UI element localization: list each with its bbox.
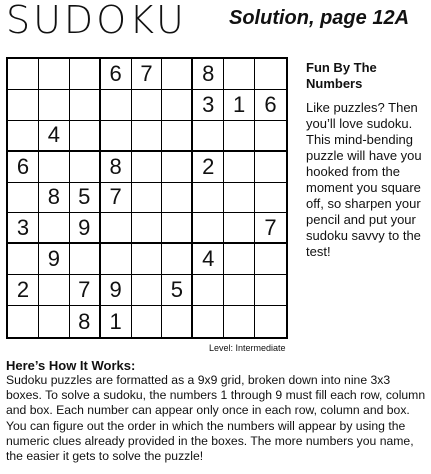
sudoku-cell xyxy=(8,183,39,214)
sudoku-cell: 7 xyxy=(101,183,132,214)
instructions-title: Here’s How It Works: xyxy=(6,358,136,373)
sudoku-cell xyxy=(70,121,101,152)
sudoku-cell: 8 xyxy=(70,306,101,337)
sudoku-cell xyxy=(162,59,193,90)
sudoku-cell xyxy=(39,59,70,90)
sudoku-cell xyxy=(162,121,193,152)
sudoku-cell xyxy=(224,275,255,306)
sudoku-cell xyxy=(132,183,163,214)
difficulty-level: Level: Intermediate xyxy=(209,343,286,353)
sudoku-cell xyxy=(162,244,193,275)
sudoku-cell: 5 xyxy=(162,275,193,306)
puzzle-title: SUDOKU xyxy=(6,0,187,42)
sudoku-cell: 3 xyxy=(193,90,224,121)
sudoku-cell: 8 xyxy=(101,152,132,183)
instructions-text: Sudoku puzzles are formatted as a 9x9 grid, broken down into nine 3x3 boxes. To solve a sudoku, the numbers 1 through 9 must fill each row, column and box. Each number can appear only once in each row, column and box. You can figure out the order in which the numbers will appear by using the numeric clues already provided in the boxes. The more numbers you name, the easier it gets to solve the puzzle! xyxy=(6,373,426,464)
sudoku-cell xyxy=(132,275,163,306)
sudoku-cell xyxy=(132,90,163,121)
sudoku-cell: 1 xyxy=(101,306,132,337)
sudoku-cell xyxy=(8,306,39,337)
sudoku-cell xyxy=(255,59,286,90)
sudoku-cell xyxy=(255,244,286,275)
sudoku-cell xyxy=(101,121,132,152)
sudoku-cell: 8 xyxy=(193,59,224,90)
sudoku-cell: 2 xyxy=(193,152,224,183)
sudoku-cell: 8 xyxy=(39,183,70,214)
sudoku-cell xyxy=(8,244,39,275)
sudoku-cell: 6 xyxy=(8,152,39,183)
sudoku-cell: 2 xyxy=(8,275,39,306)
sudoku-cell xyxy=(193,213,224,244)
sudoku-cell: 7 xyxy=(255,213,286,244)
sudoku-cell xyxy=(39,90,70,121)
sudoku-cell xyxy=(224,213,255,244)
sudoku-cell xyxy=(224,244,255,275)
sudoku-cell xyxy=(70,59,101,90)
sudoku-cell xyxy=(255,275,286,306)
sudoku-cell: 1 xyxy=(224,90,255,121)
sudoku-cell: 7 xyxy=(70,275,101,306)
sudoku-cell xyxy=(132,152,163,183)
sudoku-cell xyxy=(162,152,193,183)
sudoku-cell xyxy=(132,213,163,244)
sudoku-cell xyxy=(39,306,70,337)
sudoku-cell xyxy=(8,90,39,121)
sudoku-cell: 4 xyxy=(193,244,224,275)
sudoku-cell: 6 xyxy=(255,90,286,121)
sudoku-cell xyxy=(162,90,193,121)
sudoku-cell xyxy=(132,121,163,152)
sudoku-cell xyxy=(224,59,255,90)
sudoku-cell xyxy=(132,306,163,337)
sudoku-cell xyxy=(193,183,224,214)
sudoku-cell: 9 xyxy=(101,275,132,306)
sudoku-cell xyxy=(39,275,70,306)
sudoku-cell xyxy=(193,121,224,152)
sudoku-cell: 9 xyxy=(39,244,70,275)
sudoku-cell: 6 xyxy=(101,59,132,90)
sudoku-cell xyxy=(224,306,255,337)
sudoku-cell xyxy=(70,90,101,121)
sudoku-grid xyxy=(6,57,288,339)
sudoku-cell xyxy=(8,121,39,152)
sudoku-cell: 5 xyxy=(70,183,101,214)
sudoku-cell xyxy=(193,275,224,306)
sudoku-cell xyxy=(162,306,193,337)
sudoku-cell xyxy=(224,183,255,214)
sudoku-cell xyxy=(39,152,70,183)
sudoku-cell: 3 xyxy=(8,213,39,244)
sudoku-cell xyxy=(39,213,70,244)
sudoku-cell xyxy=(132,244,163,275)
sudoku-cell xyxy=(101,90,132,121)
sudoku-cell xyxy=(70,152,101,183)
sudoku-cell xyxy=(255,183,286,214)
sudoku-cell: 4 xyxy=(39,121,70,152)
sidebar-title: Fun By The Numbers xyxy=(306,60,377,91)
sudoku-cell xyxy=(70,244,101,275)
sudoku-cell xyxy=(162,183,193,214)
sudoku-cell xyxy=(101,244,132,275)
sudoku-cell xyxy=(255,306,286,337)
sudoku-cell xyxy=(8,59,39,90)
solution-reference: Solution, page 12A xyxy=(229,7,410,29)
sudoku-cell xyxy=(255,152,286,183)
sudoku-cell xyxy=(162,213,193,244)
sudoku-cell xyxy=(224,121,255,152)
sudoku-cell xyxy=(255,121,286,152)
sudoku-cell xyxy=(193,306,224,337)
sudoku-cell: 9 xyxy=(70,213,101,244)
sudoku-cell xyxy=(224,152,255,183)
sidebar-text: Like puzzles? Then you’ll love sudoku. This mind-bending puzzle will have you hooked from the moment you square off, so sharpen your pencil and put your sudoku savvy to the test! xyxy=(306,100,422,259)
sudoku-cell: 7 xyxy=(132,59,163,90)
sudoku-cell xyxy=(101,213,132,244)
